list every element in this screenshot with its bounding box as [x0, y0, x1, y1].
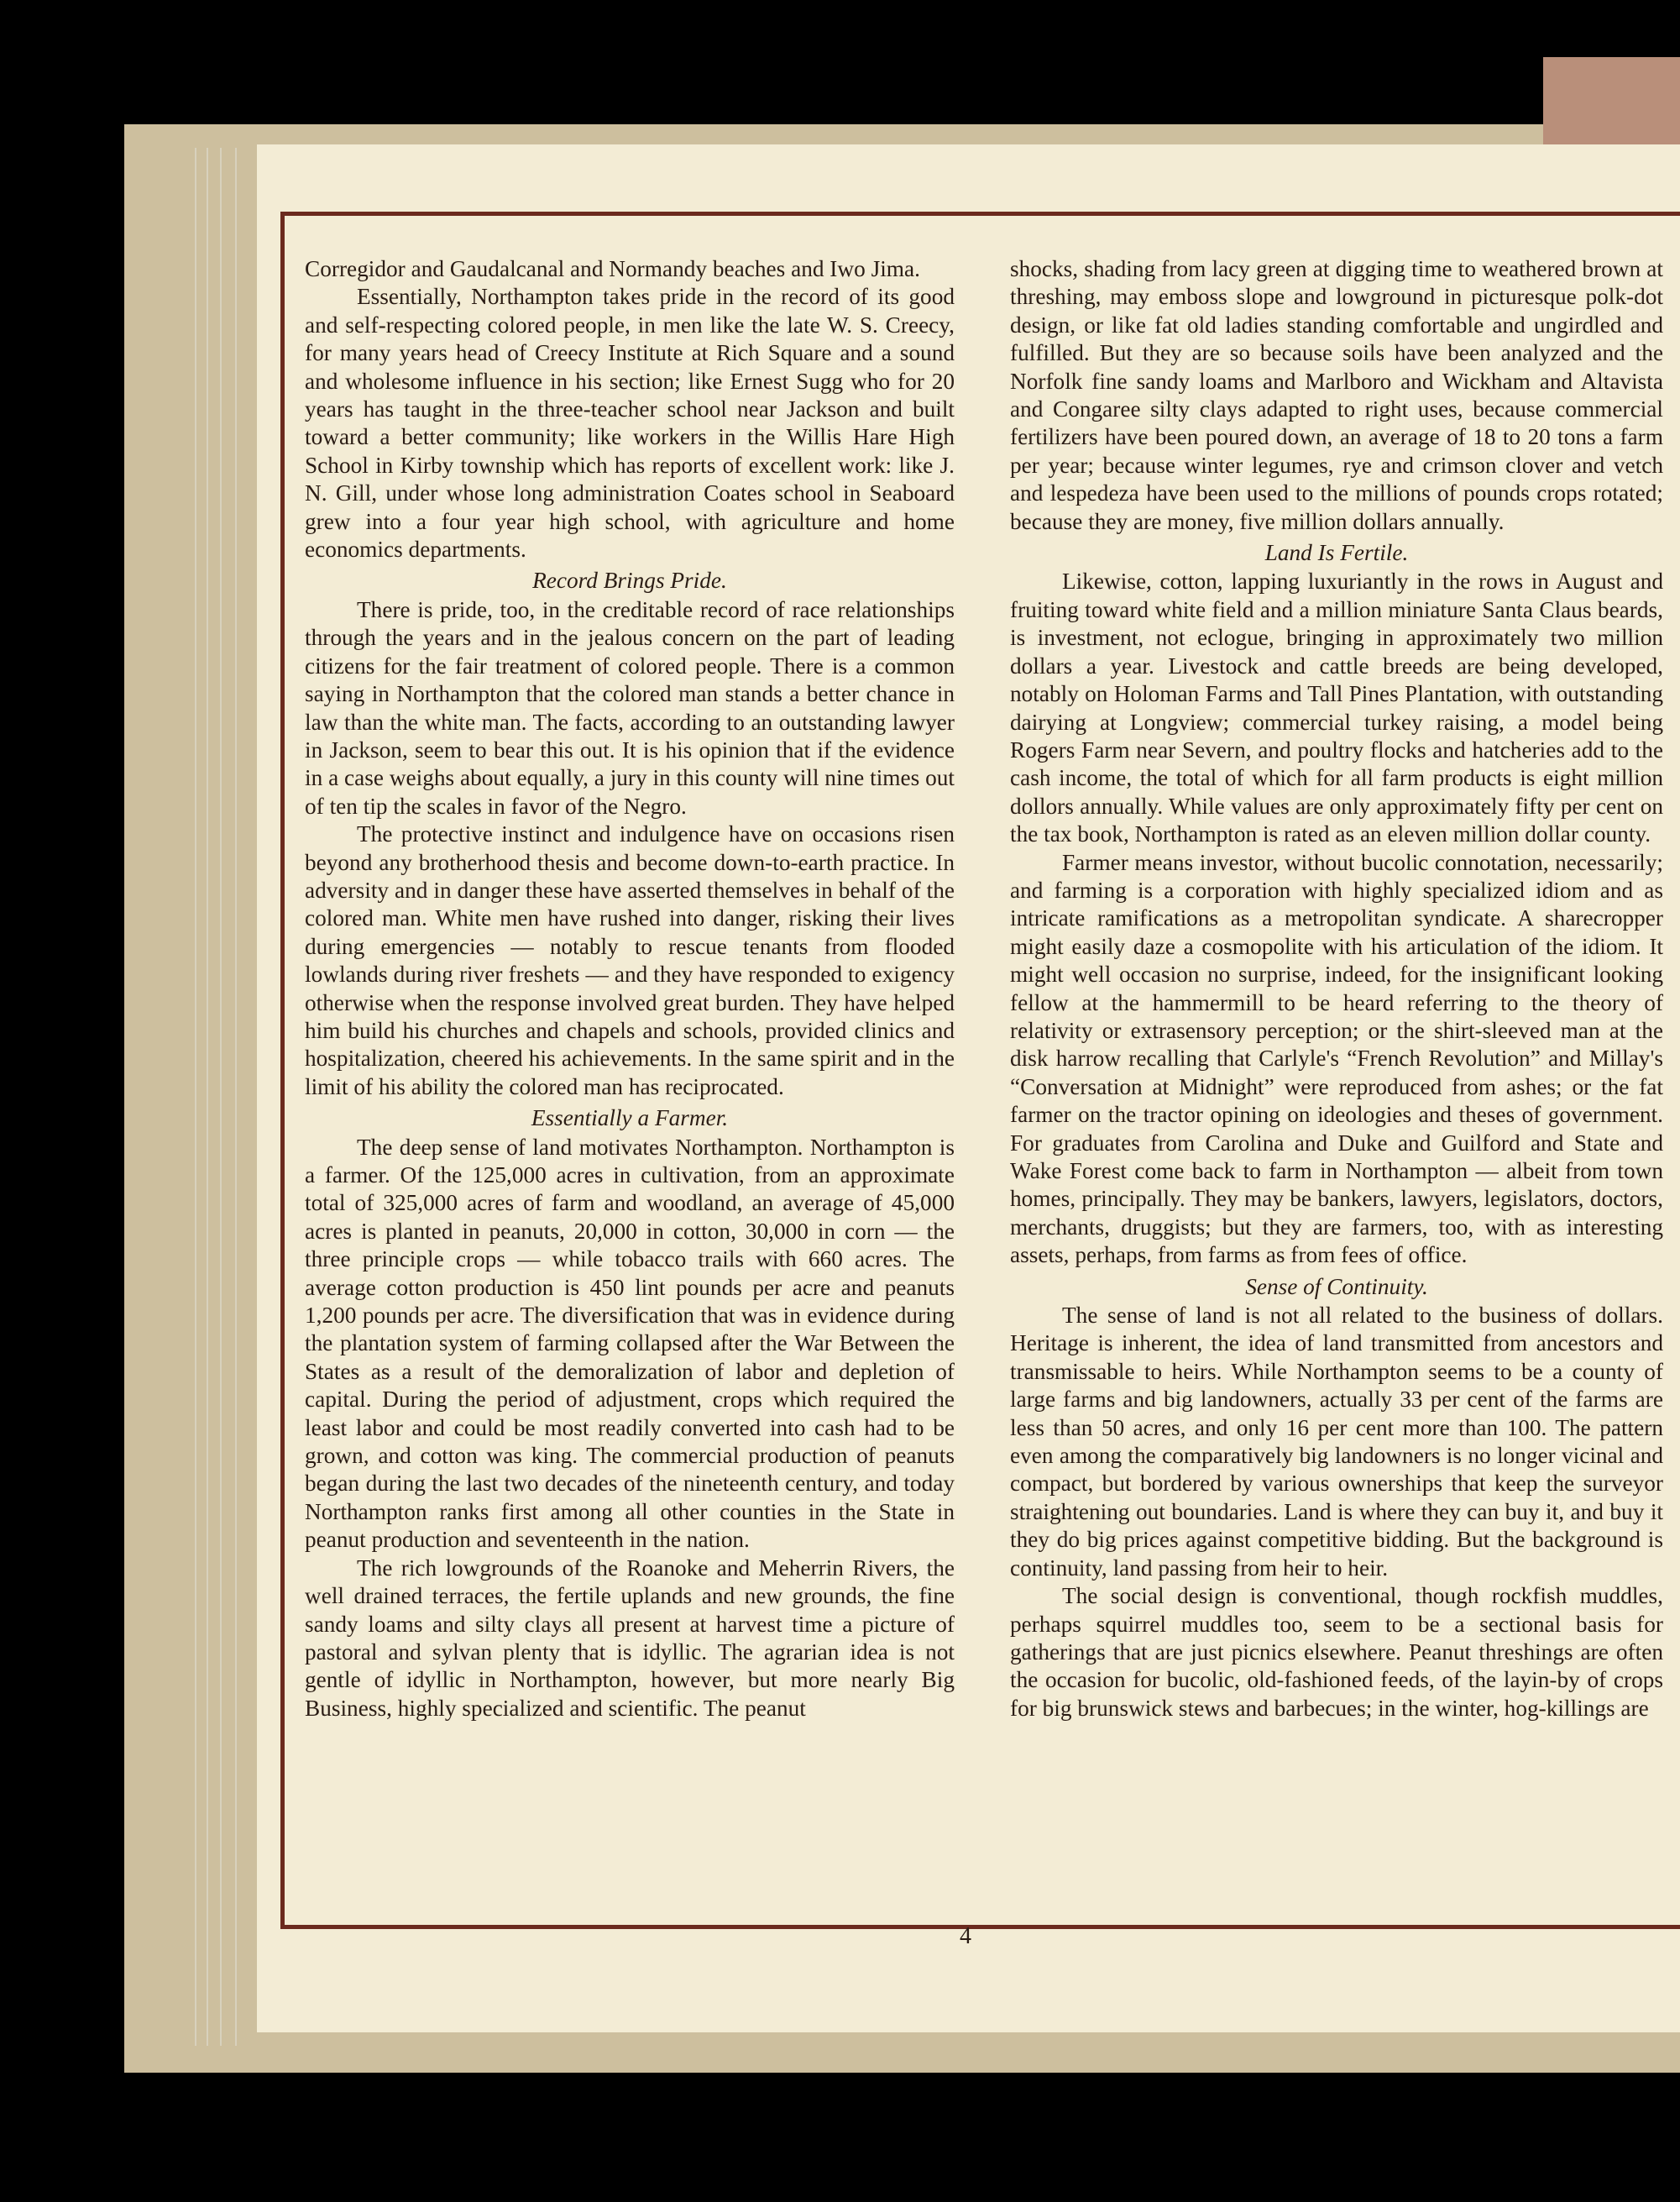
paragraph: shocks, shading from lacy green at digging time to weathered brown at threshing, may emboss slope and lowground in picturesque polk-dot design, or like fat old ladies standing comfortable and ungirdled and fulfilled. But they are so because soils have been analyzed and the Norfolk fine sandy loams and Marlboro and Wickham and Altavista and Congaree silty clays adapted to right uses, because commercial fertilizers have been poured down, an average of 18 to 20 tons a farm per year; because winter legumes, rye and crimson clover and vetch and lespedeza have been used to the millions of pounds crops rotated; because they are money, five million dollars annually. — [1010, 256, 1663, 534]
section-heading: Essentially a Farmer. — [531, 1105, 729, 1131]
left-column — [305, 255, 955, 1722]
paragraph: The social design is conventional, though rockfish muddles, perhaps squirrel muddles too, seem to be a sectional basis for gatherings that are just picnics elsewhere. Peanut threshings are often the occasion for bucolic, old-fashioned feeds, of the layin-by of crops for big brunswick stews and barbecues; in the winter, hog-killings are — [1010, 1583, 1663, 1721]
paragraph: There is pride, too, in the creditable record of race relationships through the years and in the jealous concern on the part of leading citizens for the fair treatment of colored people. There is a common saying in Northampton that the colored man stands a better chance in law than the white man. The facts, according to an outstanding lawyer in Jackson, seem to bear this out. It is his opinion that if the evidence in a case weighs about equally, a jury in this county will nine times out of ten tip the scales in favor of the Negro. — [305, 596, 955, 819]
paragraph: Farmer means investor, without bucolic connotation, necessarily; and farming is a corporation with highly specialized idiom and as intricate ramifications as a metropolitan syndicate. A sharecropper might easily daze a cosmopolite with his articulation of the idiom. It might well occasion no surprise, indeed, for the insignificant looking fellow at the hammermill to be heard referring to the theory of relativity or extrasensory perception; or the shirt-sleeved man at the disk harrow recalling that Carlyle's “French Revolution” and Millay's “Conversation at Midnight” were reproduced from ashes; or the fat farmer on the tractor opining on ideologies and theses of government. For graduates from Carolina and Duke and Guilford and State and Wake Forest come back to farm in Northampton — albeit from town homes, principally. They may be bankers, lawyers, legislators, doctors, merchants, druggists; but they are farmers, too, with as interesting assets, perhaps, from farms as from fees of office. — [1010, 849, 1663, 1268]
paragraph: The rich lowgrounds of the Roanoke and Meherrin Rivers, the well drained terraces, the fertile uplands and new grounds, the fine sandy loams and silty clays all present at harvest time a picture of pastoral and sylvan plenty that is idyllic. The agrarian idea is not gentle of idyllic in Northampton, however, but more nearly Big Business, highly specialized and scientific. The peanut — [305, 1555, 955, 1721]
paragraph: Likewise, cotton, lapping luxuriantly in the rows in August and fruiting toward white field and a million miniature Santa Claus beards, is investment, not eclogue, bringing in approximately two million dollars a year. Livestock and cattle breeds are being developed, notably on Holoman Farms and Tall Pines Plantation, with outstanding dairying at Longview; commercial turkey raising, a model being Rogers Farm near Severn, and poultry flocks and hatcheries add to the cash income, the total of which for all farm products is eight million dollors annually. While values are only approximately fifty per cent on the tax book, Northampton is rated as an eleven million dollar county. — [1010, 569, 1663, 847]
book-spine — [1543, 57, 1680, 158]
section-heading: Sense of Continuity. — [1245, 1273, 1428, 1299]
page-edge — [220, 148, 222, 2046]
section-heading: Record Brings Pride. — [532, 568, 727, 594]
page-edge — [235, 148, 237, 2046]
paragraph: Corregidor and Gaudalcanal and Normandy beaches and Iwo Jima. — [305, 256, 920, 281]
paragraph: Essentially, Northampton takes pride in the record of its good and self-respecting colored people, in men like the late W. S. Creecy, for many years head of Creecy Institute at Rich Square and a sound and wholesome influence in his section; like Ernest Sugg who for 20 years has taught in the three-teacher school near Jackson and built toward a better community; like workers in the Willis Hare High School in Kirby township which has reports of excellent work: like J. N. Gill, under whose long administration Coates school in Seaboard grew into a four year high school, with agriculture and home economics departments. — [305, 284, 955, 563]
section-heading: Land Is Fertile. — [1264, 540, 1409, 566]
paragraph: The deep sense of land motivates Northampton. Northampton is a farmer. Of the 125,000 acres in cultivation, from an approximate total of 325,000 acres of farm and woodland, an average of 45,000 acres is planted in peanuts, 20,000 in cotton, 30,000 in corn — the three principle crops — while tobacco trails with 660 acres. The average cotton production is 450 lint pounds per acre and peanuts 1,200 pounds per acre. The diversification that was in evidence during the plantation system of farming collapsed after the War Between the States as a result of the demoralization of labor and depletion of capital. During the period of adjustment, crops which required the least labor and could be most readily converted into cash had to be grown, and cotton was king. The commercial production of peanuts began during the last two decades of the nineteenth century, and today Northampton ranks first among all other counties in the State in peanut production and seventeenth in the nation. — [305, 1134, 955, 1553]
right-column — [1010, 255, 1663, 1722]
page-number: 4 — [960, 1923, 971, 1949]
paragraph: The protective instinct and indulgence have on occasions risen beyond any brotherhood thesis and become down-to-earth practice. In adversity and in danger these have asserted themselves in behalf of the colored man. White men have rushed into danger, risking their lives during emergencies — notably to rescue tenants from flooded lowlands during river freshets — and they have responded to exigency otherwise when the response involved great burden. They have helped him build his churches and chapels and schools, provided clinics and hospitalization, cheered his achievements. In the same spirit and in the limit of his ability the colored man has reciprocated. — [305, 821, 955, 1099]
paragraph: The sense of land is not all related to the business of dollars. Heritage is inherent, the idea of land transmitted from ancestors and transmissable to heirs. While Northampton seems to be a county of large farms and big landowners, actually 33 per cent of the farms are less than 50 acres, and only 16 per cent more than 100. The pattern even among the comparatively big landowners is no longer vicinal and compact, but bordered by various ownerships that keep the surveyor straightening out boundaries. Land is where they can buy it, and buy it they do big prices against competitive bidding. But the background is continuity, land passing from heir to heir. — [1010, 1303, 1663, 1581]
page-edge — [207, 148, 208, 2046]
page-edge — [195, 148, 196, 2046]
